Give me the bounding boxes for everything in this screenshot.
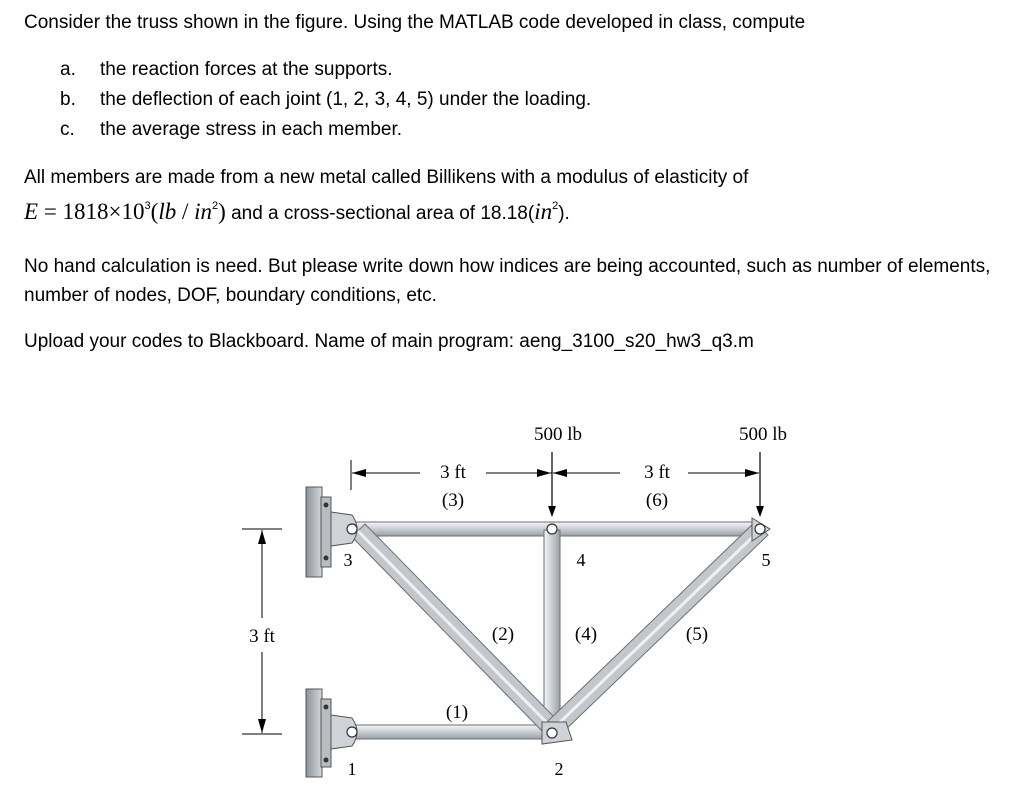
joint-2-pin	[542, 722, 572, 744]
height-label: 3 ft	[249, 626, 275, 647]
node-5-label: 5	[761, 550, 771, 570]
intro-text: Consider the truss shown in the figure. Using the MATLAB code developed in class, compute	[24, 12, 806, 33]
member-3-label: (3)	[441, 490, 465, 511]
wall-support-top	[306, 487, 331, 577]
load-label-joint-5: 500 lb	[738, 424, 788, 445]
node-1-label: 1	[347, 759, 357, 779]
member-4-bar	[544, 530, 560, 732]
material-text: All members are made from a new metal called Billikens with a modulus of elasticity of	[24, 167, 749, 188]
joint-1-pin	[331, 715, 357, 749]
span-length-right: 3 ft	[644, 462, 670, 483]
list-item: c. the average stress in each member.	[60, 119, 403, 140]
member-5-label: (5)	[685, 624, 709, 645]
note-text: No hand calculation is need. But please write down how indices are being accounted, such as number of elements, number of nodes, DOF, boundary conditions, etc.	[24, 256, 991, 306]
member-1-label: (1)	[445, 702, 469, 723]
load-arrow-joint-4	[548, 452, 556, 517]
node-2-label: 2	[554, 759, 564, 779]
member-4-label: (4)	[574, 624, 598, 645]
load-label-joint-4: 500 lb	[533, 424, 583, 445]
member-6-label: (6)	[645, 490, 669, 511]
joint-4-pin	[547, 524, 557, 534]
modulus-equation: $E = 1818\times 10^3(lb / in^2)$ and a cross-sectional area of $18.18(in^2)$.	[24, 199, 570, 224]
list-item: a. the reaction forces at the supports.	[60, 59, 393, 80]
list-item: b. the deflection of each joint (1, 2, 3, 4, 5) under the loading.	[60, 89, 592, 110]
load-arrow-joint-5	[756, 452, 764, 517]
node-4-label: 4	[576, 550, 586, 570]
member-2-label: (2)	[491, 624, 515, 645]
member-1-bar	[340, 725, 555, 739]
wall-support-bottom	[306, 689, 331, 777]
node-3-label: 3	[343, 550, 353, 570]
span-length-left: 3 ft	[440, 462, 466, 483]
joint-3-pin	[331, 512, 357, 546]
upload-text: Upload your codes to Blackboard. Name of main program: aeng_3100_s20_hw3_q3.m	[24, 331, 754, 352]
